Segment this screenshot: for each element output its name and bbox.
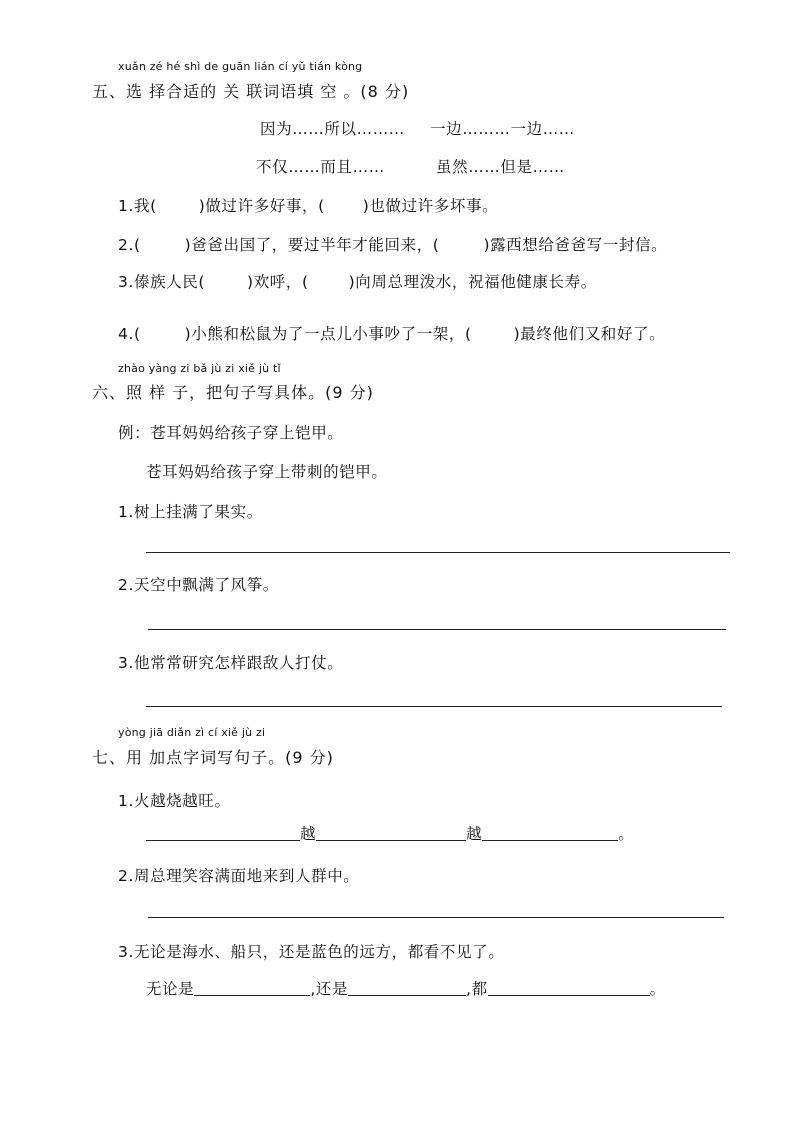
example-answer: 苍耳妈妈给孩子穿上带刺的铠甲。 (146, 463, 388, 481)
option-yibian-yibian: 一边………一边…… (430, 120, 575, 138)
question-3-part-c: )向周总理泼水，祝福他健康长寿。 (348, 273, 597, 291)
section6-heading: 六、照 样 子，把句子写具体。(9 分) (92, 383, 374, 402)
section7-heading: 七、用 加点字词写句子。(9 分) (92, 748, 334, 767)
answer-line-3[interactable] (146, 706, 722, 707)
answer-line-1[interactable] (146, 552, 730, 553)
option-yinwei-suoyi: 因为……所以……… (260, 120, 405, 138)
fill-word-yue-2: 越 (466, 825, 483, 843)
sentence-item-3: 3.无论是海水、船只，还是蓝色的远方，都看不见了。 (118, 943, 505, 961)
fill-blank-1b[interactable] (316, 824, 466, 841)
answer-line-4[interactable] (148, 917, 724, 918)
fill-end-1: 。 (618, 825, 635, 843)
option-bujin-erqie: 不仅……而且…… (256, 158, 385, 176)
question-1-part-c: )也做过许多坏事。 (362, 197, 499, 215)
question-4 (118, 322, 665, 344)
option-suiran-danshi: 虽然……但是…… (436, 158, 565, 176)
question-4-part-b: )小熊和松鼠为了一点儿小事吵了一架，( (184, 325, 472, 343)
fill-end-3: 。 (649, 980, 666, 998)
question-2-part-a: 2.( (118, 236, 141, 254)
example-label: 例：苍耳妈妈给孩子穿上铠甲。 (118, 424, 344, 442)
section5-pinyin: xuǎn zé hé shì de guān lián cí yǔ tián kòng (118, 60, 363, 73)
fill-word-yue-1: 越 (300, 825, 317, 843)
rewrite-item-3: 3.他常常研究怎样跟敌人打仗。 (118, 654, 344, 672)
rewrite-item-2: 2.天空中飘满了风筝。 (118, 576, 279, 594)
section6-pinyin: zhào yàng zi bǎ jù zi xiě jù tǐ (118, 362, 281, 375)
question-4-part-a: 4.( (118, 325, 141, 343)
question-2-part-b: )爸爸出国了，要过半年才能回来，( (184, 236, 440, 254)
question-3-part-b: )欢呼，( (247, 273, 309, 291)
question-4-part-c: )最终他们又和好了。 (513, 325, 666, 343)
fill-blank-1a[interactable] (146, 824, 300, 841)
sentence-item-1: 1.火越烧越旺。 (118, 792, 231, 810)
sentence-item-3-fill (146, 977, 666, 999)
fill-blank-3c[interactable] (488, 979, 650, 996)
rewrite-item-1: 1.树上挂满了果实。 (118, 503, 263, 521)
sentence-item-2: 2.周总理笑容满面地来到人群中。 (118, 867, 360, 885)
answer-line-2[interactable] (148, 629, 726, 630)
fill-blank-1c[interactable] (482, 824, 618, 841)
fill-blank-3b[interactable] (348, 979, 466, 996)
fill-word-dou: ,都 (466, 980, 488, 998)
question-3 (118, 270, 597, 292)
question-2 (118, 233, 667, 255)
section5-heading: 五、选 择合适的 关 联词语填 空 。(8 分) (92, 82, 410, 101)
question-1-part-b: )做过许多好事，( (198, 197, 325, 215)
fill-blank-3a[interactable] (194, 979, 310, 996)
question-2-part-c: )露西想给爸爸写一封信。 (483, 236, 668, 254)
sentence-item-1-fill (146, 822, 634, 844)
question-1-part-a: 1.我( (118, 197, 157, 215)
fill-word-haishi: ,还是 (310, 980, 349, 998)
section7-pinyin: yòng jiā diǎn zì cí xiě jù zi (118, 726, 266, 739)
question-1 (118, 194, 498, 216)
question-3-part-a: 3.傣族人民( (118, 273, 206, 291)
fill-word-wulunshi: 无论是 (146, 980, 195, 998)
